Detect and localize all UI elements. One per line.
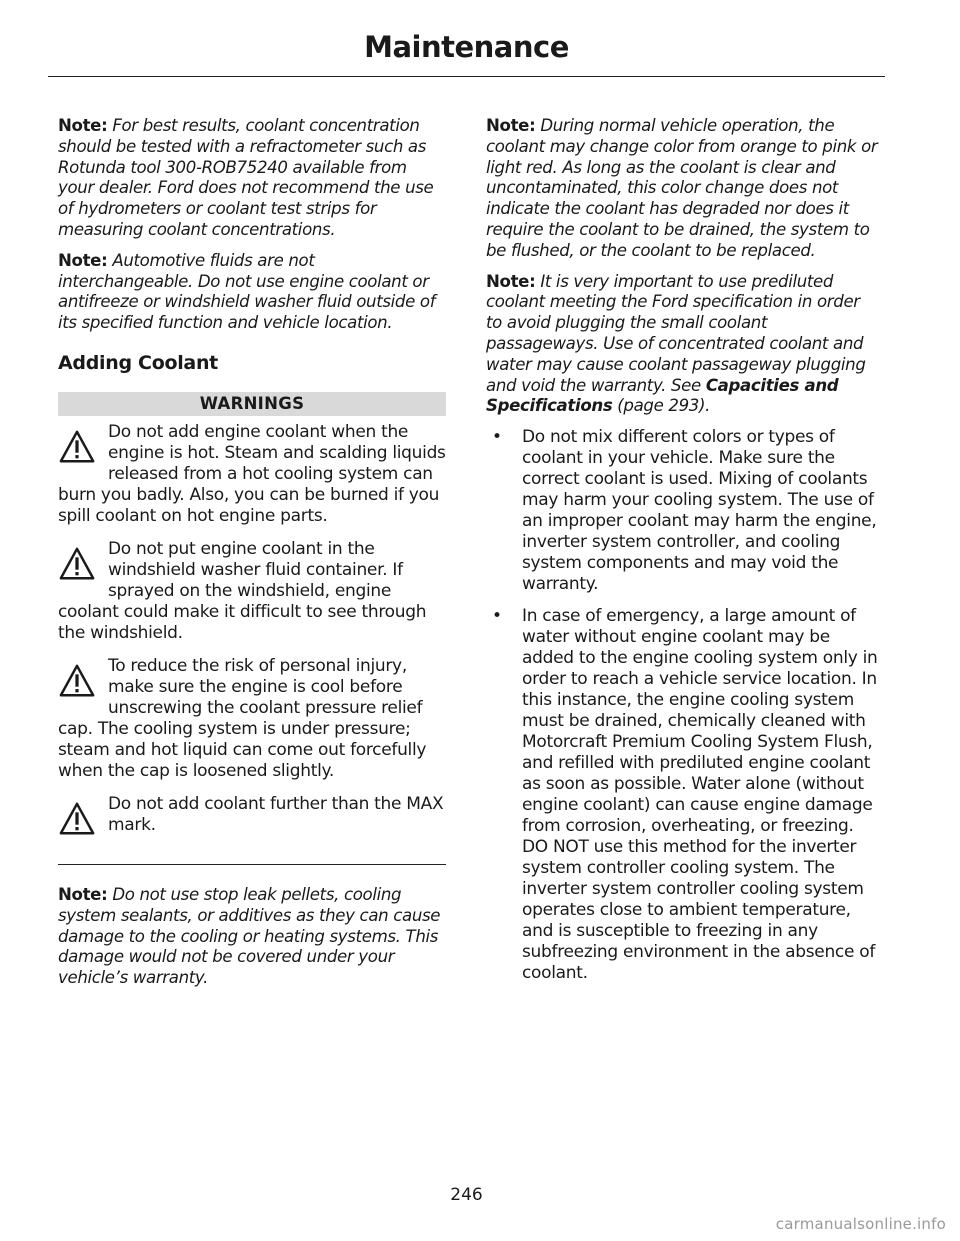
warnings-end-divider: [58, 864, 446, 865]
cross-reference-link[interactable]: Capacities and Specifications: [486, 375, 839, 416]
note-text: Automotive fluids are not interchangeable. Do not use engine coolant or antifreeze or windshield washer fluid outside of its specified function and vehicle location.: [58, 250, 436, 333]
page-title: Maintenance: [364, 30, 569, 64]
list-item-text: In case of emergency, a large amount of water without engine coolant may be added to the engine cooling system only in order to reach a vehicle service location. In this instance, the engine cooling system must be drained, chemically cleaned with Motorcraft Premium Cooling System Flush, and refilled with prediluted engine coolant as soon as possible. Water alone (without engine coolant) can cause engine damage from corrosion, overheating, or freezing. DO NOT use this method for the inverter system controller cooling system. The inverter system controller cooling system operates close to ambient temperature, and is susceptible to freezing in any subfreezing environment in the absence of coolant.: [522, 606, 878, 984]
warning-triangle-icon: [58, 800, 96, 838]
warning-item: [58, 794, 446, 848]
note-refractometer: [58, 116, 446, 241]
warning-triangle-icon: [58, 428, 96, 466]
warning-item: [58, 539, 446, 644]
warning-text: Do not put engine coolant in the windshield washer fluid container. If sprayed on the windshield, engine coolant could make it difficult to see through the windshield.: [58, 538, 427, 643]
bullet-icon: •: [492, 606, 502, 627]
bullet-list: [486, 427, 880, 984]
note-text: During normal vehicle operation, the coolant may change color from orange to pink or light red. As long as the coolant is clear and uncontaminated, this color change does not indicate the coolant has degraded nor does it require the coolant to be drained, the system to be flushed, or the coolant to be replaced.: [486, 116, 878, 260]
note-stop-leak: [58, 885, 446, 989]
list-item: [486, 606, 880, 984]
note-label: Note:: [58, 116, 108, 135]
list-item: [486, 427, 880, 595]
note-text: It is very important to use prediluted coolant meeting the Ford specification in order to avoid plugging the small coolant passageways. Use of concentrated coolant and water may cause coolant passageway plugging and void the warranty. See: [486, 271, 866, 395]
warning-item: [58, 422, 446, 527]
warning-triangle-icon: [58, 545, 96, 583]
warnings-header: WARNINGS: [58, 392, 446, 416]
warning-text: To reduce the risk of personal injury, make sure the engine is cool before unscrewing the coolant pressure relief cap. The cooling system is under pressure; steam and hot liquid can come out forcefully when the cap is loosened slightly.: [58, 655, 427, 781]
page-number: 246: [450, 1185, 483, 1205]
warning-text: Do not add engine coolant when the engine is hot. Steam and scalding liquids released from a hot cooling system can burn you badly. Also, you can be burned if you spill coolant on hot engine parts.: [58, 421, 446, 526]
note-fluids-interchangeable: [58, 251, 446, 334]
warning-item: [58, 656, 446, 782]
left-column: [58, 116, 446, 999]
note-coolant-color: [486, 116, 880, 262]
note-label: Note:: [58, 250, 108, 270]
warning-text: Do not add coolant further than the MAX mark.: [108, 793, 444, 835]
note-prediluted-coolant: [486, 272, 880, 418]
note-text: Do not use stop leak pellets, cooling system sealants, or additives as they can cause damage to the cooling or heating systems. This damage would not be covered under your vehicle’s warranty.: [58, 884, 441, 988]
right-column: [486, 116, 880, 995]
note-label: Note:: [486, 116, 536, 135]
watermark: carmanualsonline.info: [775, 1215, 946, 1233]
section-title-adding-coolant: Adding Coolant: [58, 351, 218, 374]
bullet-icon: •: [492, 427, 502, 448]
warning-triangle-icon: [58, 662, 96, 700]
page-reference: (page 293).: [617, 396, 711, 416]
note-text: For best results, coolant concentration should be tested with a refractometer such as Rotunda tool 300-ROB75240 available from your dealer. Ford does not recommend the use of hydrometers or coolant test strips for measuring coolant concentrations.: [58, 116, 434, 239]
note-label: Note:: [486, 271, 536, 291]
list-item-text: Do not mix different colors or types of coolant in your vehicle. Make sure the correct coolant is used. Mixing of coolants may harm your cooling system. The use of an improper coolant may harm the engine, inverter system controller, and cooling system components and may void the warranty.: [522, 427, 877, 595]
note-label: Note:: [58, 884, 108, 904]
header-divider: [48, 76, 885, 77]
